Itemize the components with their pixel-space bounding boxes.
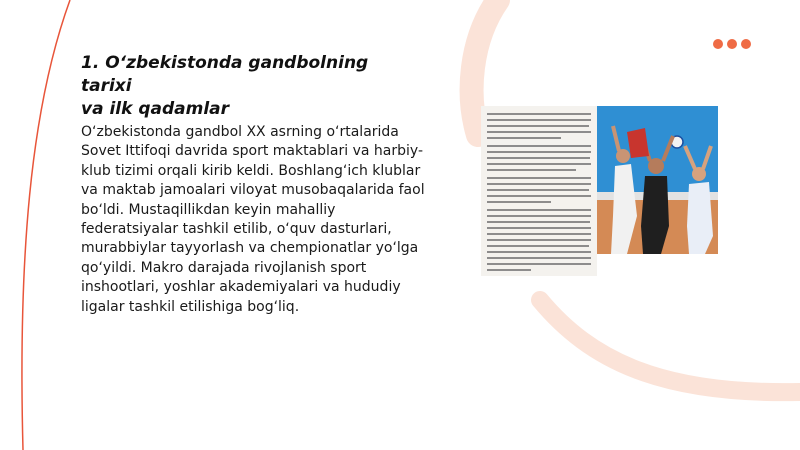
players-photo	[597, 106, 718, 254]
dot-icon	[713, 39, 723, 49]
book-page-image	[481, 106, 597, 276]
slide-title	[81, 52, 421, 121]
slide-title-line2: va ilk qadamlar	[81, 99, 230, 119]
handball-illustration	[481, 106, 718, 276]
three-dots-icon	[713, 39, 751, 49]
slide-title-line1: 1. O‘zbekistonda gandbolning tarixi	[81, 53, 369, 96]
left-red-line	[22, 0, 70, 450]
dot-icon	[727, 39, 737, 49]
dot-icon	[741, 39, 751, 49]
slide-body-text: O‘zbekistonda gandbol XX asrning o‘rtalarida Sovet Ittifoqi davrida sport maktablari va harbiy-klub tizimi orqali kirib keldi. Boshlang‘ich klublar va maktab jamoalari viloyat musobaqalarida faol bo‘ldi. Mustaqillikdan keyin mahalliy federatsiyalar tashkil etilib, o‘quv dasturlari, murabbiylar tayyorlash va chempionatlar yo‘lga qo‘yildi. Makro darajada rivojlanish sport inshootlari, yoshlar akademiyalari va hududiy ligalar tashkil etilishiga bog‘liq.	[81, 124, 425, 315]
bottom-orange-arc	[540, 300, 800, 392]
